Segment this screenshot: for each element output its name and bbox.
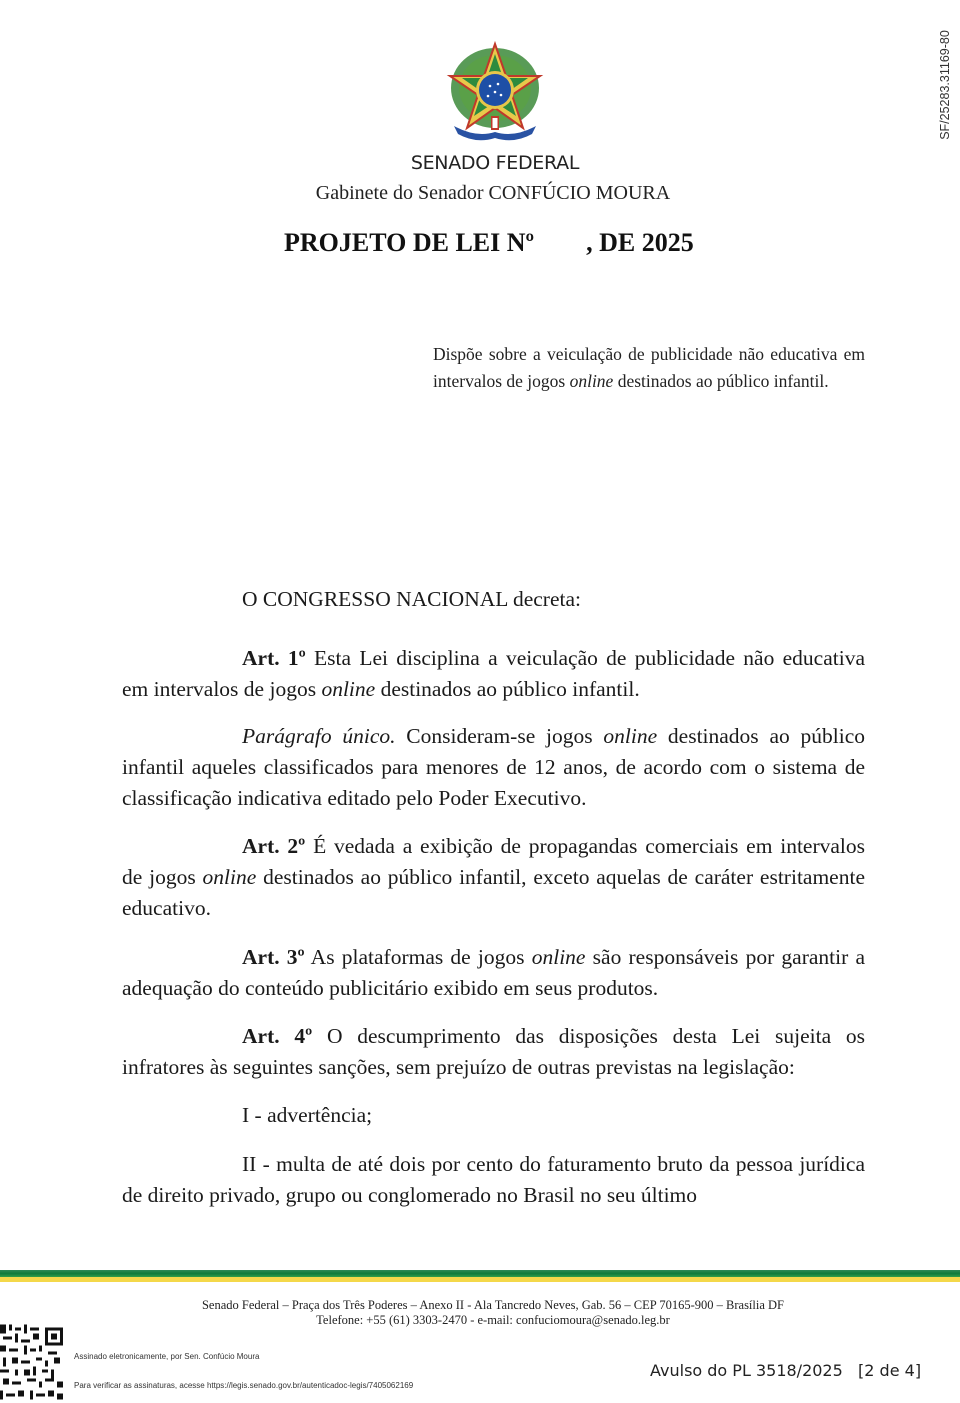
summary-italic: online bbox=[569, 371, 614, 391]
article-label: Art. 4º bbox=[242, 1024, 313, 1048]
article-text: É vedada a exibição de propagandas comerciais em intervalos de jogos bbox=[122, 834, 866, 889]
paragraph-label: Parágrafo único. bbox=[242, 724, 396, 748]
institution-name: SENADO FEDERAL bbox=[410, 152, 580, 174]
article-italic: online bbox=[321, 677, 376, 701]
verification-link[interactable]: Para verificar as assinaturas, acesse https://legis.senado.gov.br/autenticadoc-legis/7405062169 bbox=[74, 1381, 414, 1390]
article-italic: online bbox=[531, 945, 586, 969]
paragraph-italic: online bbox=[603, 724, 658, 748]
signature-note: Assinado eletronicamente, por Sen. Confúcio Moura bbox=[74, 1352, 260, 1361]
item-2: II - multa de até dois por cento do faturamento bruto da pessoa jurídica de direito privado, grupo ou conglomerado no Brasil no seu último bbox=[122, 1152, 865, 1207]
qr-code-icon[interactable] bbox=[0, 1324, 66, 1403]
article-italic: online bbox=[202, 865, 257, 889]
bill-title: PROJETO DE LEI Nº , DE 2025 bbox=[284, 228, 694, 257]
document-code bbox=[935, 5, 955, 165]
footer-contact: Telefone: +55 (61) 3303-2470 - e-mail: confuciomoura@senado.leg.br bbox=[316, 1313, 670, 1327]
article-text: O descumprimento das disposições desta Lei sujeita os infratores às seguintes sanções, sem prejuízo de outras previstas na legislação: bbox=[122, 1024, 865, 1079]
summary-text: Dispõe sobre a veiculação de publicidade não educativa em intervalos de jogos bbox=[433, 344, 865, 391]
article-label: Art. 3º bbox=[242, 945, 305, 969]
article-text: são responsáveis por garantir a adequação do conteúdo publicitário exibido em seus produtos. bbox=[122, 945, 866, 1000]
article-text: destinados ao público infantil, exceto aquelas de caráter estritamente educativo. bbox=[122, 865, 865, 920]
article-label: Art. 2º bbox=[242, 834, 306, 858]
preamble: O CONGRESSO NACIONAL decreta: bbox=[242, 587, 581, 611]
brazil-coat-of-arms-icon bbox=[446, 40, 544, 144]
article-3 bbox=[122, 942, 865, 1004]
article-1 bbox=[122, 643, 865, 705]
article-4 bbox=[122, 1021, 865, 1083]
footer-stripe-green bbox=[0, 1270, 960, 1277]
paragraph-text: Consideram-se jogos bbox=[395, 724, 604, 748]
summary-text: destinados ao público infantil. bbox=[613, 371, 829, 391]
article-2 bbox=[122, 831, 865, 924]
footer-address: Senado Federal – Praça dos Três Poderes – Anexo II - Ala Tancredo Neves, Gab. 56 – CEP 70165-900 – Brasília DF bbox=[201, 1298, 785, 1312]
article-text: destinados ao público infantil. bbox=[375, 677, 640, 701]
article-text: Esta Lei disciplina a veiculação de publicidade não educativa em intervalos de jogos bbox=[122, 646, 865, 701]
office-name: Gabinete do Senador CONFÚCIO MOURA bbox=[315, 182, 671, 204]
item-1: I - advertência; bbox=[242, 1103, 373, 1127]
document-code-text: SF/25283.31169-80 bbox=[938, 30, 952, 140]
footer-stripe-yellow bbox=[0, 1277, 960, 1282]
bill-summary bbox=[433, 341, 865, 395]
sole-paragraph bbox=[122, 721, 865, 814]
paragraph-text: destinados ao público infantil aqueles classificados para menores de 12 anos, de acordo com o sistema de classificação indicativa editado pelo Poder Executivo. bbox=[122, 724, 865, 810]
page-indicator: Avulso do PL 3518/2025 [2 de 4] bbox=[650, 1361, 922, 1380]
article-label: Art. 1º bbox=[242, 646, 306, 670]
article-text: As plataformas de jogos bbox=[304, 945, 532, 969]
